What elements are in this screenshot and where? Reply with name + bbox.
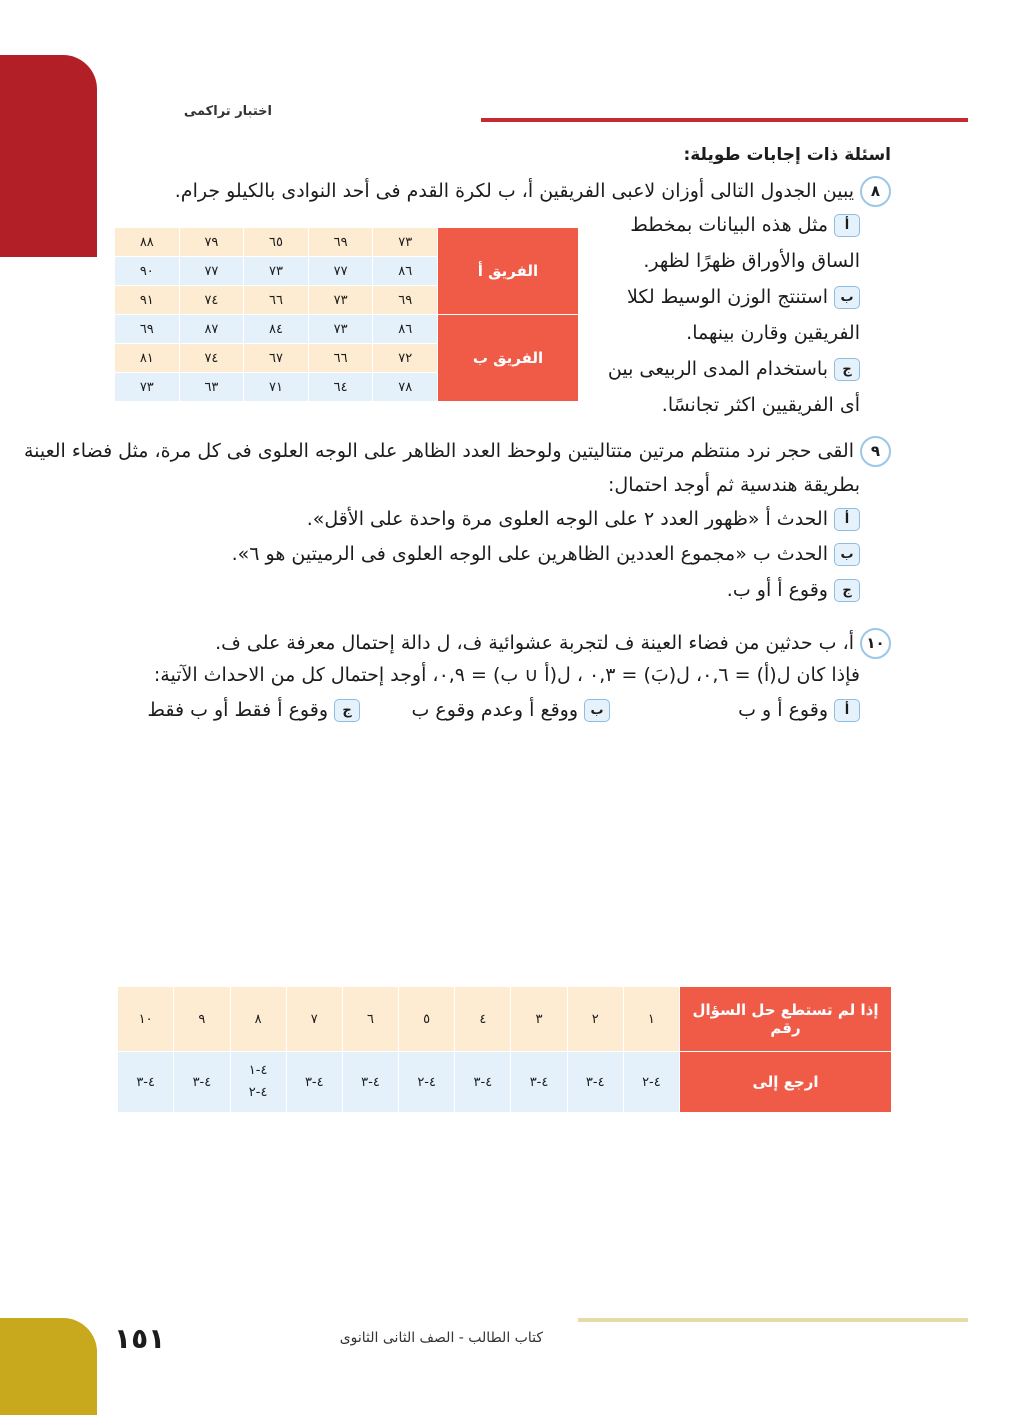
table-cell: ٧٢ <box>373 344 438 373</box>
q10-part-c-text: وقوع أ فقط أو ب فقط <box>147 699 328 721</box>
q10-part-a-text: وقوع أ و ب <box>738 699 828 721</box>
section-cell-line: ٤-٢ <box>248 1085 268 1100</box>
q8-part-a-line1: مثل هذه البيانات بمخطط <box>630 214 828 236</box>
table-cell: ٦٦ <box>244 286 309 315</box>
q8-part-a-cont: الساق والأوراق ظهرًا لظهر. <box>643 250 860 272</box>
q10-line2: فإذا كان ل(أ) = ٠,٦، ل(بَ) = ٠,٣ ، ل(أ ∪ ب) = ٠,٩، أوجد إحتمال كل من الاحداث الآتية: <box>153 664 860 686</box>
q8-part-c <box>607 354 860 390</box>
page-header-title: اختبار تراكمى <box>183 104 272 119</box>
q9-part-b-text: الحدث ب «مجموع العددين الظاهرين على الوجه العلوى فى الرميتين هو ٦». <box>231 543 828 565</box>
q8-number: ٨ <box>860 176 891 207</box>
q10-part-a-letter: أ <box>834 699 860 722</box>
q8-part-c-letter: ج <box>834 358 860 381</box>
table-cell: ٧٣ <box>244 257 309 286</box>
q9-part-c-text: وقوع أ أو ب. <box>726 579 828 601</box>
question-cell: ١٠ <box>118 987 174 1052</box>
q9-statement <box>24 436 891 467</box>
q8-statement <box>175 176 891 207</box>
table-cell: ٦٩ <box>373 286 438 315</box>
header-rule <box>481 118 968 122</box>
table-cell: ٧٣ <box>373 228 438 257</box>
section-cell <box>230 1052 286 1113</box>
table-cell: ٧٣ <box>308 286 373 315</box>
reference-row2-header: ارجع إلى <box>680 1052 892 1113</box>
q8-text: يبين الجدول التالى أوزان لاعبى الفريقين أ، ب لكرة القدم فى أحد النوادى بالكيلو جرام. <box>174 180 854 202</box>
section-cell: ٤-٣ <box>174 1052 230 1113</box>
q10-part-b-text: ووقع أ وعدم وقوع ب <box>411 699 578 721</box>
q9-part-c <box>727 579 860 602</box>
section-heading: اسئلة ذات إجابات طويلة: <box>683 145 891 165</box>
section-cell-line: ٤-١ <box>248 1063 268 1078</box>
section-cell: ٤-٣ <box>286 1052 342 1113</box>
q10-part-b <box>411 699 610 722</box>
section-cell: ٤-٣ <box>567 1052 623 1113</box>
q8-part-c-cont: أى الفريقيين اكثر تجانسًا. <box>661 394 860 416</box>
chapter-tab <box>0 55 97 257</box>
table-cell: ٧٩ <box>179 228 244 257</box>
q9-part-c-letter: ج <box>834 579 860 602</box>
table-row <box>118 987 892 1052</box>
question-cell: ٥ <box>399 987 455 1052</box>
q10-part-a <box>738 699 860 722</box>
q10-line1: أ، ب حدثين من فضاء العينة ف لتجربة عشوائية ف، ل دالة إحتمال معرفة على ف. <box>215 632 854 654</box>
table-cell: ٧٣ <box>115 373 180 402</box>
reference-table <box>117 986 892 1113</box>
section-cell: ٤-٢ <box>623 1052 679 1113</box>
reference-row1-header: إذا لم تستطع حل السؤال رقم <box>680 987 892 1052</box>
q9-part-b-letter: ب <box>834 543 860 566</box>
page-tab <box>0 1318 97 1415</box>
table-cell: ٨٧ <box>179 315 244 344</box>
question-cell: ٧ <box>286 987 342 1052</box>
table-cell: ٧٨ <box>373 373 438 402</box>
table-cell: ٦٩ <box>308 228 373 257</box>
question-cell: ٢ <box>567 987 623 1052</box>
table-cell: ٦٦ <box>308 344 373 373</box>
q9-part-a-letter: أ <box>834 508 860 531</box>
table-cell: ٧٧ <box>308 257 373 286</box>
footer-book-title: كتاب الطالب - الصف الثانى الثانوى <box>339 1330 543 1346</box>
q10-part-c <box>147 699 360 722</box>
q8-part-b-line1: استنتج الوزن الوسيط لكلا <box>627 286 828 308</box>
table-cell: ٨١ <box>115 344 180 373</box>
question-cell: ١ <box>623 987 679 1052</box>
table-cell: ٦٤ <box>308 373 373 402</box>
table-cell: ٧٤ <box>179 286 244 315</box>
table-cell: ٧٤ <box>179 344 244 373</box>
q10-statement <box>215 628 891 659</box>
section-cell: ٤-٢ <box>399 1052 455 1113</box>
table-cell: ٦٥ <box>244 228 309 257</box>
q8-part-b-letter: ب <box>834 286 860 309</box>
q8-part-a-letter: أ <box>834 214 860 237</box>
q8-part-a <box>610 210 860 246</box>
team-a-label: الفريق أ <box>438 228 579 315</box>
q10-number: ١٠ <box>860 628 891 659</box>
q9-line2: بطريقة هندسية ثم أوجد احتمال: <box>607 474 860 496</box>
table-cell: ٨٦ <box>373 257 438 286</box>
table-cell: ٧١ <box>244 373 309 402</box>
question-cell: ٨ <box>230 987 286 1052</box>
table-cell: ٦٩ <box>115 315 180 344</box>
question-cell: ٦ <box>342 987 398 1052</box>
section-cell: ٤-٣ <box>118 1052 174 1113</box>
q8-part-b <box>610 282 860 318</box>
page-number: ١٥١ <box>114 1322 166 1355</box>
q9-part-a <box>307 508 860 531</box>
q10-part-c-letter: ج <box>334 699 360 722</box>
table-cell: ٧٧ <box>179 257 244 286</box>
team-weights-table <box>114 227 579 402</box>
table-row <box>115 228 579 257</box>
table-row <box>115 315 579 344</box>
q8-part-c-line1: باستخدام المدى الربيعى بين <box>607 358 828 380</box>
table-cell: ٨٤ <box>244 315 309 344</box>
table-cell: ٩٠ <box>115 257 180 286</box>
q9-number: ٩ <box>860 436 891 467</box>
q10-part-b-letter: ب <box>584 699 610 722</box>
table-cell: ٨٦ <box>373 315 438 344</box>
team-b-label: الفريق ب <box>438 315 579 402</box>
section-cell: ٤-٣ <box>342 1052 398 1113</box>
section-cell: ٤-٣ <box>455 1052 511 1113</box>
q9-part-a-text: الحدث أ «ظهور العدد ٢ على الوجه العلوى مرة واحدة على الأقل». <box>306 508 828 530</box>
question-cell: ٣ <box>511 987 567 1052</box>
q9-line1: القى حجر نرد منتظم مرتين متتاليتين ولوحظ العدد الظاهر على الوجه العلوى فى كل مرة، مثل فضاء العينة <box>23 440 854 462</box>
section-cell: ٤-٣ <box>511 1052 567 1113</box>
q9-part-b <box>232 543 860 566</box>
footer-rule <box>578 1318 968 1322</box>
table-cell: ٧٣ <box>308 315 373 344</box>
table-cell: ٨٨ <box>115 228 180 257</box>
question-cell: ٩ <box>174 987 230 1052</box>
q8-part-b-cont: الفريقين وقارن بينهما. <box>686 322 860 344</box>
table-row <box>118 1052 892 1113</box>
table-cell: ٦٣ <box>179 373 244 402</box>
table-cell: ٩١ <box>115 286 180 315</box>
table-cell: ٦٧ <box>244 344 309 373</box>
question-cell: ٤ <box>455 987 511 1052</box>
q8-parts <box>607 210 860 426</box>
